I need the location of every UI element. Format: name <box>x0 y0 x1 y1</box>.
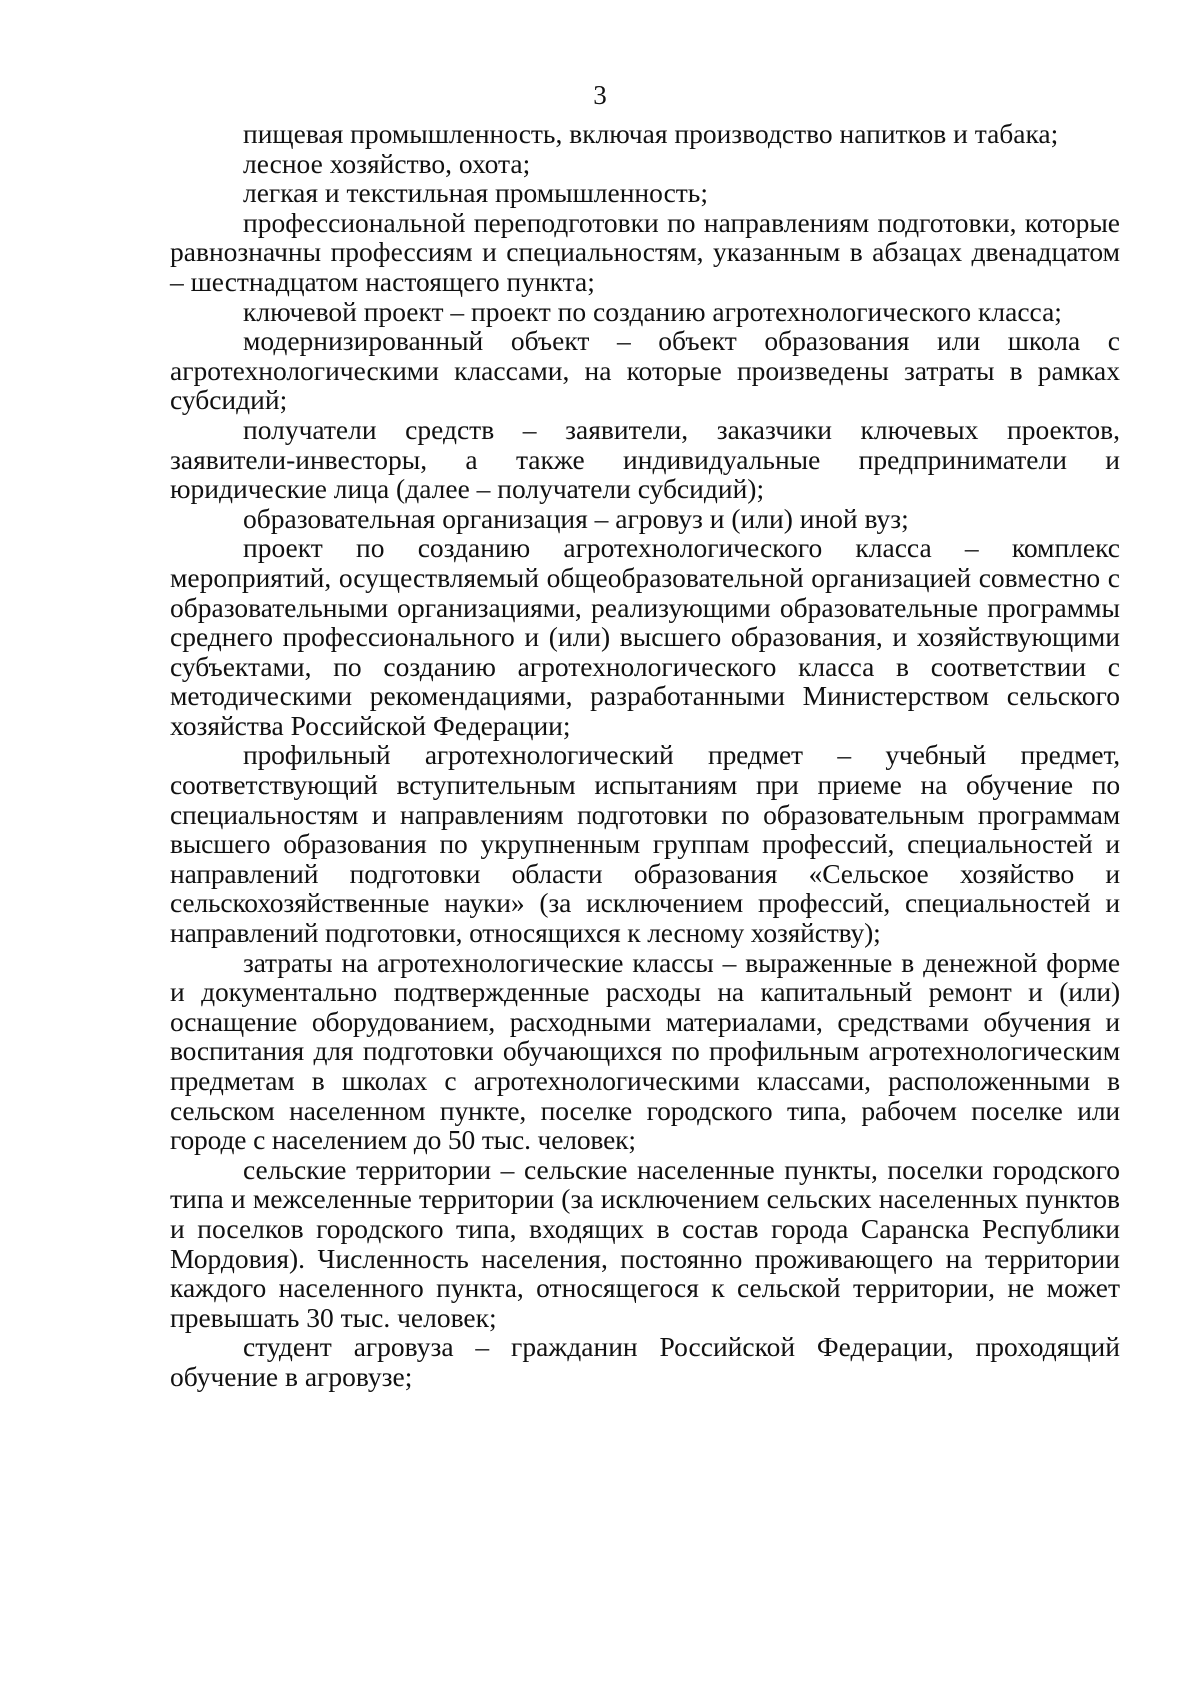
list-item: проект по созданию агротехнологического класса – комплекс мероприятий, осуществляемый общеобразовательной организацией совместно с образовательными организациями, реализующими образовательные программы среднего профессионального и (или) высшего образования, и хозяйствующими субъектами, по созданию агротехнологического класса в соответствии с методическими рекомендациями, разработанными Министерством сельского хозяйства Российской Федерации; <box>170 532 1120 741</box>
document-body <box>170 119 1120 1392</box>
list-item: легкая и текстильная промышленность; <box>243 177 708 209</box>
page-number: 3 <box>593 80 607 110</box>
list-item: пищевая промышленность, включая производство напитков и табака; <box>243 118 1059 149</box>
list-item: сельские территории – сельские населенные пункты, поселки городского типа и межселенные территории (за исключением сельских населенных пунктов и поселков городского типа, входящих в состав города Саранска Республики Мордовия). Численность населения, постоянно проживающего на территории каждого населенного пункта, относящегося к сельской территории, не может превышать 30 тыс. человек; <box>170 1153 1120 1333</box>
list-item: лесное хозяйство, охота; <box>243 147 531 179</box>
list-item: ключевой проект – проект по созданию агротехнологического класса; <box>243 295 1062 327</box>
list-item: затраты на агротехнологические классы – выраженные в денежной форме и документально подтвержденные расходы на капитальный ремонт и (или) оснащение оборудованием, расходными материалами, средствами обучения и воспитания для подготовки обучающихся по профильным агротехнологическим предметам в школах с агротехнологическими классами, расположенными в сельском населенном пункте, поселке городского типа, рабочем поселке или городе с населением до 50 тыс. человек; <box>170 946 1120 1156</box>
list-item: образовательная организация – агровуз и (или) иной вуз; <box>243 502 909 534</box>
list-item: студент агровуза – гражданин Российской Федерации, проходящий обучение в агровузе; <box>170 1331 1120 1392</box>
list-item: профильный агротехнологический предмет – учебный предмет, соответствующий вступительным испытаниям при приеме на обучение по специальностям и направлениям подготовки по образовательным программам высшего образования по укрупненным группам профессий, специальностей и направлений подготовки области образования «Сельское хозяйство и сельскохозяйственные науки» (за исключением профессий, специальностей и направлений подготовки, относящихся к лесному хозяйству); <box>170 739 1120 949</box>
list-item: профессиональной переподготовки по направлениям подготовки, которые равнозначны профессиям и специальностям, указанным в абзацах двенадцатом – шестнадцатом настоящего пункта; <box>170 206 1120 297</box>
list-item: модернизированный объект – объект образования или школа с агротехнологическими классами, на которые произведены затраты в рамках субсидий; <box>170 325 1120 416</box>
list-item: получатели средств – заявители, заказчики ключевых проектов, заявители-инвесторы, а также индивидуальные предприниматели и юридические лица (далее – получатели субсидий); <box>170 413 1120 505</box>
